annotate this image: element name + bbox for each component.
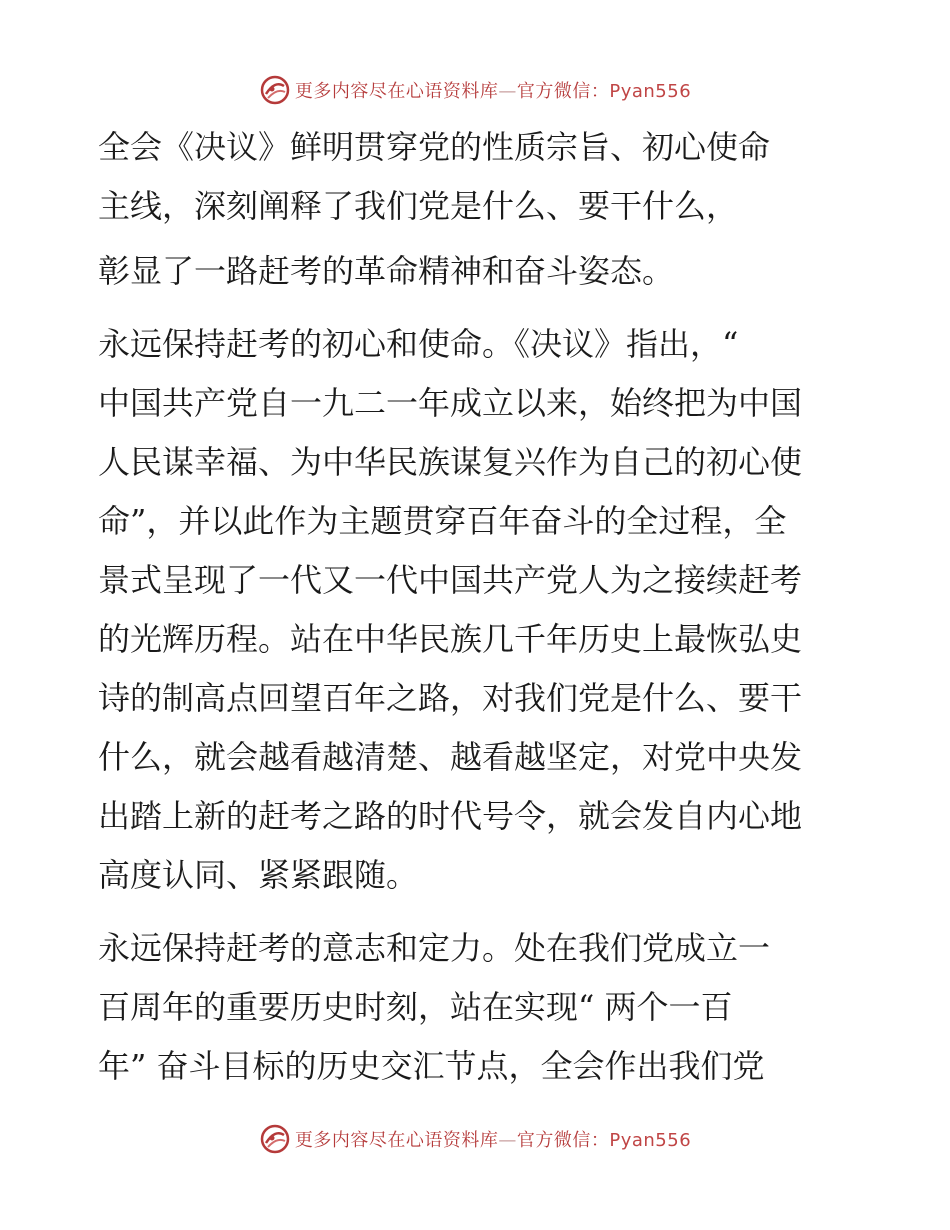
text-line: 永远保持赶考的初心和使命。《决议》指出，“ — [98, 325, 739, 363]
swirl-logo-icon — [259, 1123, 291, 1155]
paragraph — [98, 118, 858, 236]
text-line: 百周年的重要历史时刻，站在实现“ 两个一百 — [98, 988, 733, 1026]
footer-watermark — [0, 1121, 950, 1157]
watermark-separator: — — [498, 81, 517, 102]
watermark-label: 官方微信： — [516, 1130, 610, 1151]
text-line: 高度认同、紧紧跟随。 — [98, 856, 419, 894]
paragraph — [98, 919, 858, 1096]
watermark-main: 更多内容尽在心语资料库 — [294, 1130, 499, 1151]
watermark-id: Pyan556 — [609, 81, 692, 102]
text-line: 诗的制高点回望百年之路，对我们党是什么、要干 — [98, 679, 803, 717]
text-line: 主线，深刻阐释了我们党是什么、要干什么， — [98, 187, 739, 225]
text-line: 人民谋幸福、为中华民族谋复兴作为自己的初心使 — [98, 443, 803, 481]
text-line: 什么，就会越看越清楚、越看越坚定，对党中央发 — [98, 738, 803, 776]
swirl-logo-icon — [259, 74, 291, 106]
paragraph — [98, 315, 858, 905]
text-line: 命”，并以此作为主题贯穿百年奋斗的全过程，全 — [98, 502, 787, 540]
text-line: 中国共产党自一九二一年成立以来，始终把为中国 — [98, 384, 803, 422]
watermark-separator: — — [498, 1130, 517, 1151]
paragraph — [98, 242, 858, 301]
watermark-text — [295, 1126, 691, 1152]
header-watermark — [0, 72, 950, 108]
text-line: 出踏上新的赶考之路的时代号令，就会发自内心地 — [98, 797, 803, 835]
text-line: 彰显了一路赶考的革命精神和奋斗姿态。 — [98, 252, 675, 290]
watermark-id: Pyan556 — [609, 1130, 692, 1151]
text-line: 年” 奋斗目标的历史交汇节点，全会作出我们党 — [98, 1047, 765, 1085]
watermark-text — [295, 77, 691, 103]
text-line: 的光辉历程。站在中华民族几千年历史上最恢弘史 — [98, 620, 803, 658]
document-body — [98, 118, 858, 1102]
watermark-label: 官方微信： — [516, 81, 610, 102]
text-line: 景式呈现了一代又一代中国共产党人为之接续赶考 — [98, 561, 803, 599]
text-line: 永远保持赶考的意志和定力。处在我们党成立一 — [98, 929, 771, 967]
text-line: 全会《决议》鲜明贯穿党的性质宗旨、初心使命 — [98, 128, 771, 166]
watermark-main: 更多内容尽在心语资料库 — [294, 81, 499, 102]
